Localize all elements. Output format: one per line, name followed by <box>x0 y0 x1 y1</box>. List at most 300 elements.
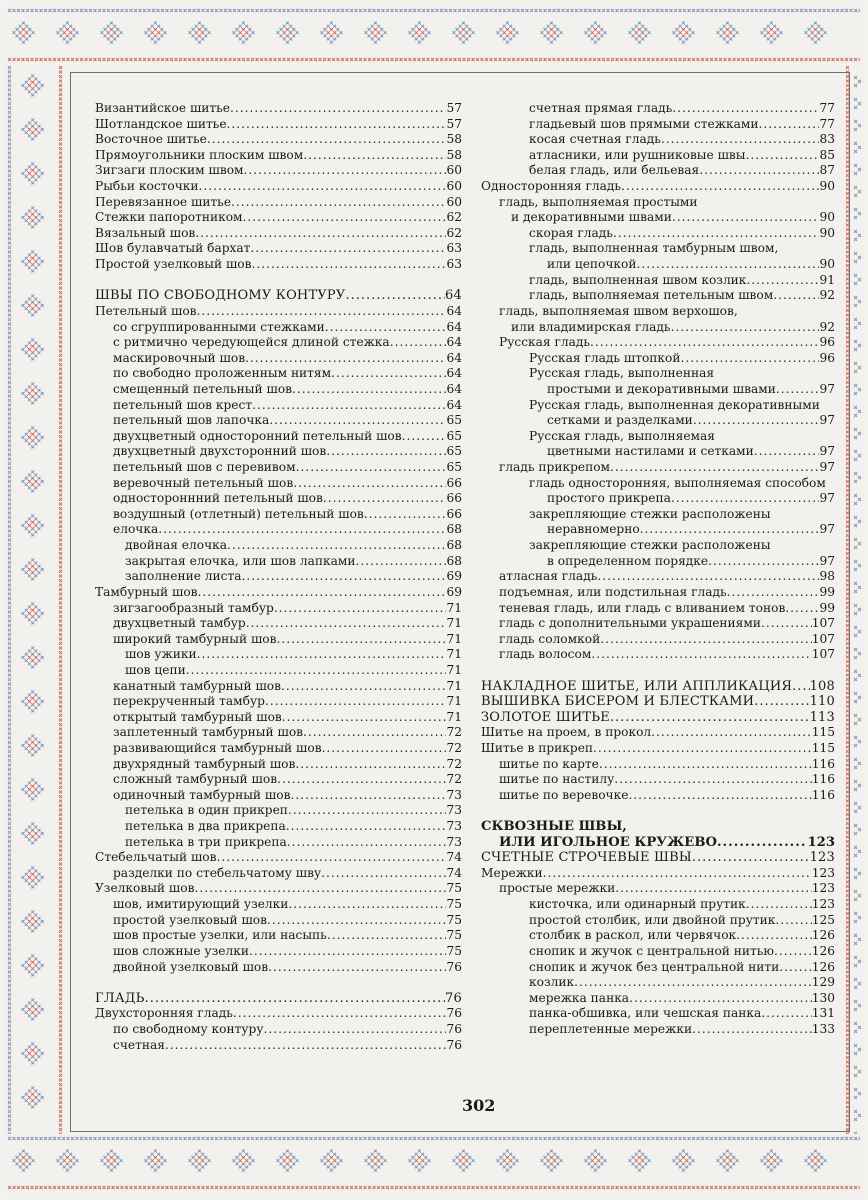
toc-leader-dots <box>290 788 446 804</box>
toc-entry-title: шов, имитирующий узелки <box>113 897 289 912</box>
toc-entry <box>481 928 835 944</box>
toc-leader-dots <box>692 850 810 866</box>
toc-entry-title: шитье по карте <box>499 756 599 771</box>
toc-entry-page: 58 <box>446 147 462 162</box>
toc-entry <box>95 913 462 929</box>
toc-leader-dots <box>590 335 819 351</box>
toc-leader-dots <box>543 866 812 882</box>
toc-leader-dots <box>231 195 446 211</box>
toc-entry-title: Мережки <box>481 865 543 880</box>
toc-entry-page: 75 <box>446 928 462 943</box>
toc-right-column <box>481 101 835 1038</box>
toc-entry-title: Русская гладь, выполненная декоративными <box>529 397 820 412</box>
toc-entry <box>481 881 835 897</box>
toc-leader-dots <box>288 897 446 913</box>
toc-leader-dots <box>610 710 810 726</box>
toc-leader-dots <box>758 117 819 133</box>
toc-entry-page: 72 <box>446 756 462 771</box>
toc-entry-page: 126 <box>811 928 835 943</box>
toc-entry <box>95 132 462 148</box>
toc-entry-title: Русская гладь <box>499 335 591 350</box>
toc-leader-dots <box>746 273 819 289</box>
toc-spacer <box>481 803 835 819</box>
toc-entry-title: СЧЕТНЫЕ СТРОЧЕВЫЕ ШВЫ <box>481 850 692 866</box>
toc-entry <box>95 226 462 242</box>
toc-entry <box>95 288 462 304</box>
toc-leader-dots <box>252 398 446 414</box>
toc-entry-page: 97 <box>819 381 835 396</box>
toc-entry <box>481 725 835 741</box>
toc-leader-dots <box>672 210 820 226</box>
toc-entry-title: Односторонняя гладь <box>481 179 622 194</box>
toc-entry-page: 65 <box>446 460 462 475</box>
toc-entry <box>481 897 835 913</box>
toc-entry-page: 69 <box>446 569 462 584</box>
toc-entry <box>95 772 462 788</box>
toc-leader-dots <box>276 632 446 648</box>
toc-entry-page: 91 <box>819 272 835 287</box>
toc-entry-page: 64 <box>446 335 462 350</box>
toc-entry-title: Вязальный шов <box>95 225 196 240</box>
toc-entry-title: петельный шов крест <box>113 397 253 412</box>
toc-entry-title: ШВЫ ПО СВОБОДНОМУ КОНТУРУ <box>95 288 346 304</box>
toc-entry-title: двухцветный тамбур <box>113 616 246 631</box>
toc-entry <box>95 117 462 133</box>
toc-entry <box>95 398 462 414</box>
toc-leader-dots <box>233 1006 447 1022</box>
toc-entry-page: 123 <box>811 897 835 912</box>
toc-leader-dots <box>145 991 445 1007</box>
toc-leader-dots <box>197 647 447 663</box>
toc-leader-dots <box>745 148 819 164</box>
toc-entry-title: канатный тамбурный шов <box>113 678 281 693</box>
toc-entry-title: Перевязанное шитье <box>95 194 232 209</box>
toc-entry <box>481 476 835 492</box>
toc-entry <box>95 257 462 273</box>
toc-entry-title: снопик и жучок без центральной нити <box>529 959 780 974</box>
toc-entry <box>481 616 835 632</box>
toc-entry <box>95 866 462 882</box>
toc-entry-title: мережка панка <box>529 990 630 1005</box>
toc-leader-dots <box>610 460 819 476</box>
toc-entry <box>95 101 462 117</box>
toc-entry <box>95 413 462 429</box>
toc-entry-page: 71 <box>446 678 462 693</box>
toc-entry-title: Византийское шитье <box>95 101 231 115</box>
toc-entry-title: двухцветный двухсторонний шов <box>113 444 327 459</box>
toc-entry <box>481 772 835 788</box>
toc-entry-title: НАКЛАДНОЕ ШИТЬЕ, ИЛИ АППЛИКАЦИЯ <box>481 678 793 694</box>
toc-leader-dots <box>754 444 820 460</box>
toc-entry-title: Узелковый шов <box>95 881 195 896</box>
toc-entry <box>481 835 835 851</box>
toc-entry <box>481 444 835 460</box>
toc-leader-dots <box>274 601 447 617</box>
toc-leader-dots <box>198 585 447 601</box>
toc-entry-title: ГЛАДЬ <box>95 990 145 1006</box>
toc-entry-page: 97 <box>819 522 835 537</box>
toc-leader-dots <box>574 975 812 991</box>
toc-entry-title: или цепочкой <box>547 257 637 272</box>
toc-entry-title: счетная <box>113 1037 165 1052</box>
toc-entry <box>481 819 835 835</box>
toc-leader-dots <box>591 647 811 663</box>
toc-entry <box>95 179 462 195</box>
toc-entry-page: 83 <box>819 132 835 147</box>
toc-leader-dots <box>776 382 820 398</box>
toc-leader-dots <box>671 491 820 507</box>
toc-entry-title: Тамбурный шов <box>95 584 198 599</box>
toc-leader-dots <box>244 163 447 179</box>
toc-entry-page: 63 <box>446 257 462 272</box>
toc-leader-dots <box>252 257 447 273</box>
toc-entry-title: Петельный шов <box>95 303 197 318</box>
toc-entry-title: в определенном порядке <box>547 553 709 568</box>
toc-entry <box>95 507 462 523</box>
toc-entry <box>95 429 462 445</box>
toc-leader-dots <box>671 320 820 336</box>
toc-entry-page: 71 <box>446 647 462 662</box>
toc-entry <box>481 788 835 804</box>
toc-entry-page: 72 <box>446 772 462 787</box>
toc-entry <box>95 741 462 757</box>
toc-entry-page: 76 <box>445 990 462 1006</box>
toc-entry-page: 115 <box>811 725 835 740</box>
toc-entry-title: простой узелковый шов <box>113 912 267 927</box>
toc-entry-page: 99 <box>819 584 835 599</box>
toc-entry-page: 75 <box>446 881 462 896</box>
toc-entry <box>481 522 835 538</box>
toc-leader-dots <box>661 132 820 148</box>
toc-entry-title: двухрядный тамбурный шов <box>113 756 296 771</box>
toc-leader-dots <box>600 632 812 648</box>
toc-entry-title: с ритмично чередующейся длиной стежка <box>113 335 390 350</box>
toc-entry <box>95 647 462 663</box>
toc-entry-page: 58 <box>446 132 462 147</box>
toc-leader-dots <box>282 710 447 726</box>
toc-entry <box>95 538 462 554</box>
toc-entry <box>481 351 835 367</box>
toc-leader-dots <box>292 382 446 398</box>
toc-leader-dots <box>692 1022 812 1038</box>
toc-leader-dots <box>267 913 447 929</box>
toc-entry-title: простого прикрепа <box>547 491 671 506</box>
toc-leader-dots <box>785 601 819 617</box>
toc-entry <box>95 663 462 679</box>
toc-leader-dots <box>327 928 447 944</box>
toc-leader-dots <box>288 803 447 819</box>
toc-entry-title: шитье по настилу <box>499 772 615 787</box>
toc-entry-title: Шотландское шитье <box>95 116 227 131</box>
toc-entry-page: 73 <box>446 803 462 818</box>
toc-entry <box>95 491 462 507</box>
toc-entry-page: 90 <box>819 179 835 194</box>
toc-leader-dots <box>194 881 446 897</box>
toc-entry-title: петельный шов с перевивом <box>113 460 296 475</box>
toc-entry-page: 77 <box>819 116 835 131</box>
toc-entry <box>95 148 462 164</box>
toc-entry-page: 68 <box>446 553 462 568</box>
toc-entry-title: ВЫШИВКА БИСЕРОМ И БЛЕСТКАМИ <box>481 694 755 710</box>
toc-entry-title: гладь волосом <box>499 647 592 662</box>
toc-entry-page: 90 <box>819 257 835 272</box>
toc-leader-dots <box>773 288 819 304</box>
toc-entry-page: 73 <box>446 834 462 849</box>
toc-entry-page: 69 <box>446 584 462 599</box>
toc-entry-title: атласники, или рушниковые швы <box>529 147 746 162</box>
toc-entry <box>481 507 835 523</box>
toc-leader-dots <box>774 944 812 960</box>
toc-entry <box>481 148 835 164</box>
toc-entry <box>95 944 462 960</box>
toc-left-column <box>95 101 462 1053</box>
toc-entry <box>95 960 462 976</box>
toc-entry-page: 98 <box>819 569 835 584</box>
toc-leader-dots <box>325 320 447 336</box>
toc-entry-page: 66 <box>446 491 462 506</box>
toc-leader-dots <box>693 413 820 429</box>
toc-entry <box>95 632 462 648</box>
toc-entry-title: Двухсторонняя гладь <box>95 1006 233 1021</box>
toc-leader-dots <box>249 944 447 960</box>
toc-entry-page: 116 <box>811 756 835 771</box>
toc-entry-page: 97 <box>819 444 835 459</box>
toc-entry-title: петелька в два прикрепа <box>125 819 286 834</box>
toc-leader-dots <box>265 694 447 710</box>
toc-leader-dots <box>165 1038 447 1054</box>
toc-entry <box>481 710 835 726</box>
toc-leader-dots <box>614 772 811 788</box>
toc-entry-page: 123 <box>811 881 835 896</box>
toc-entry-title: петельный шов лапочка <box>113 413 270 428</box>
toc-entry <box>481 210 835 226</box>
toc-entry-title: Русская гладь штопкой <box>529 350 681 365</box>
toc-leader-dots <box>287 835 447 851</box>
toc-entry-page: 90 <box>819 210 835 225</box>
toc-entry <box>95 476 462 492</box>
toc-leader-dots <box>621 179 819 195</box>
toc-entry <box>481 320 835 336</box>
toc-entry-title: одностороннний петельный шов <box>113 491 323 506</box>
toc-entry <box>95 991 462 1007</box>
toc-entry-page: 64 <box>446 381 462 396</box>
toc-entry-title: Шитье на проем, в прокол <box>481 725 652 740</box>
toc-entry <box>95 382 462 398</box>
toc-entry <box>95 1038 462 1054</box>
toc-entry-title: заполнение листа <box>125 569 242 584</box>
toc-entry-page: 97 <box>819 491 835 506</box>
toc-leader-dots <box>322 741 447 757</box>
toc-entry-title: Прямоугольники плоским швом <box>95 147 304 162</box>
toc-leader-dots <box>296 460 447 476</box>
toc-entry-title: петелька в один прикреп <box>125 803 288 818</box>
toc-entry <box>95 725 462 741</box>
toc-entry-title: ИЛИ ИГОЛЬНОЕ КРУЖЕВО <box>499 834 717 850</box>
toc-entry-page: 71 <box>446 694 462 709</box>
toc-entry-page: 107 <box>811 616 835 631</box>
toc-leader-dots <box>158 522 446 538</box>
toc-entry-title: двойная елочка <box>125 538 228 553</box>
toc-leader-dots <box>708 554 819 570</box>
toc-leader-dots <box>597 569 819 585</box>
toc-entry-page: 75 <box>446 943 462 958</box>
toc-entry-page: 60 <box>446 194 462 209</box>
toc-leader-dots <box>754 694 809 710</box>
toc-entry-page: 60 <box>446 179 462 194</box>
toc-entry-title: веревочный петельный шов <box>113 475 294 490</box>
toc-leader-dots <box>390 335 447 351</box>
toc-entry-title: шов ужики <box>125 647 197 662</box>
toc-entry-page: 133 <box>811 1021 835 1036</box>
toc-leader-dots <box>326 444 446 460</box>
toc-entry-title: Шов булавчатый бархат <box>95 241 251 256</box>
toc-entry-title: кисточка, или одинарный прутик <box>529 897 746 912</box>
toc-entry-page: 131 <box>811 1006 835 1021</box>
toc-entry-title: гладь односторонняя, выполняемая способом <box>529 475 826 490</box>
toc-entry-title: Простой узелковый шов <box>95 257 252 272</box>
toc-entry <box>95 163 462 179</box>
toc-leader-dots <box>277 772 446 788</box>
toc-entry-title: гладь, выполняемая петельным швом <box>529 288 774 303</box>
toc-entry <box>481 335 835 351</box>
toc-leader-dots <box>269 413 446 429</box>
toc-entry-page: 92 <box>819 288 835 303</box>
toc-entry-title: двухцветный односторонний петельный шов <box>113 428 402 443</box>
toc-entry <box>481 538 835 554</box>
toc-leader-dots <box>250 241 446 257</box>
toc-entry-title: зигзагообразный тамбур <box>113 600 274 615</box>
toc-entry <box>95 710 462 726</box>
toc-entry-title: гладь, выполненная швом козлик <box>529 272 747 287</box>
toc-leader-dots <box>199 179 447 195</box>
toc-leader-dots <box>345 288 445 304</box>
toc-entry-title: широкий тамбурный шов <box>113 631 277 646</box>
toc-entry-title: одиночный тамбурный шов <box>113 787 291 802</box>
toc-entry-title: петелька в три прикрепа <box>125 834 287 849</box>
toc-entry-page: 64 <box>445 288 462 304</box>
toc-entry <box>481 195 835 211</box>
toc-entry-title: сетками и разделками <box>547 413 693 428</box>
toc-entry <box>95 788 462 804</box>
toc-entry <box>481 460 835 476</box>
toc-entry-title: по свободно проложенным нитям <box>113 366 332 381</box>
toc-entry-title: Стебельчатый шов <box>95 850 217 865</box>
toc-entry-page: 60 <box>446 163 462 178</box>
toc-spacer <box>95 273 462 289</box>
toc-entry-title: цветными настилами и сетками <box>547 444 754 459</box>
toc-entry <box>95 928 462 944</box>
toc-entry <box>95 335 462 351</box>
toc-entry <box>95 616 462 632</box>
toc-entry-title: и декоративными швами <box>511 210 672 225</box>
toc-entry-page: 74 <box>446 865 462 880</box>
toc-entry-page: 130 <box>811 990 835 1005</box>
toc-entry-page: 116 <box>811 787 835 802</box>
toc-entry-page: 65 <box>446 428 462 443</box>
toc-entry-title: со сгруппированными стежками <box>113 319 325 334</box>
page-number: 302 <box>462 1096 496 1115</box>
toc-entry-title: заплетенный тамбурный шов <box>113 725 304 740</box>
toc-entry <box>95 897 462 913</box>
toc-leader-dots <box>640 522 820 538</box>
toc-leader-dots <box>599 757 812 773</box>
toc-entry <box>95 554 462 570</box>
toc-entry-title: атласная гладь <box>499 569 598 584</box>
toc-entry-page: 76 <box>446 1021 462 1036</box>
toc-entry-page: 115 <box>811 740 835 755</box>
toc-entry-page: 62 <box>446 225 462 240</box>
toc-leader-dots <box>321 866 446 882</box>
toc-entry-page: 64 <box>446 303 462 318</box>
toc-entry-page: 66 <box>446 475 462 490</box>
toc-entry <box>95 679 462 695</box>
toc-entry-title: перекрученный тамбур <box>113 694 265 709</box>
toc-leader-dots <box>323 491 447 507</box>
toc-leader-dots <box>281 679 447 695</box>
toc-entry <box>481 257 835 273</box>
toc-entry-title: двойной узелковый шов <box>113 959 269 974</box>
toc-entry-title: неравномерно <box>547 522 640 537</box>
toc-entry-title: разделки по стебельчатому шву <box>113 865 322 880</box>
toc-entry-title: столбик в раскол, или червячок <box>529 928 737 943</box>
toc-entry <box>95 850 462 866</box>
toc-leader-dots <box>699 163 819 179</box>
toc-leader-dots <box>775 913 811 929</box>
toc-entry-page: 96 <box>819 335 835 350</box>
toc-leader-dots <box>227 117 447 133</box>
toc-entry <box>95 835 462 851</box>
toc-entry-page: 92 <box>819 319 835 334</box>
toc-entry <box>95 304 462 320</box>
toc-leader-dots <box>303 725 446 741</box>
toc-entry-page: 71 <box>446 709 462 724</box>
toc-entry-page: 123 <box>809 850 835 866</box>
toc-entry <box>95 819 462 835</box>
toc-leader-dots <box>245 351 446 367</box>
toc-entry-page: 75 <box>446 912 462 927</box>
toc-entry <box>95 460 462 476</box>
toc-entry <box>481 741 835 757</box>
toc-leader-dots <box>672 101 819 117</box>
toc-entry-page: 97 <box>819 553 835 568</box>
toc-entry-title: гладь, выполняемая простыми <box>499 194 698 209</box>
toc-entry <box>481 569 835 585</box>
toc-entry-title: белая гладь, или бельевая <box>529 163 700 178</box>
toc-leader-dots <box>402 429 447 445</box>
toc-entry <box>481 991 835 1007</box>
toc-entry-page: 76 <box>446 1006 462 1021</box>
toc-entry-page: 96 <box>819 350 835 365</box>
toc-entry-page: 87 <box>819 163 835 178</box>
toc-entry-page: 64 <box>446 366 462 381</box>
toc-entry <box>481 382 835 398</box>
toc-entry-page: 65 <box>446 444 462 459</box>
toc-entry-title: Восточное шитье <box>95 132 207 147</box>
toc-leader-dots <box>792 679 809 695</box>
toc-entry-page: 97 <box>819 413 835 428</box>
toc-leader-dots <box>303 148 446 164</box>
toc-entry <box>481 679 835 695</box>
toc-leader-dots <box>295 757 446 773</box>
toc-leader-dots <box>227 538 446 554</box>
toc-leader-dots <box>637 257 820 273</box>
toc-entry-title: шов простые узелки, или насыпь <box>113 928 327 943</box>
toc-entry-page: 116 <box>811 772 835 787</box>
toc-entry-title: простой столбик, или двойной прутик <box>529 912 776 927</box>
toc-leader-dots <box>681 351 820 367</box>
toc-entry <box>481 132 835 148</box>
toc-spacer <box>95 975 462 991</box>
